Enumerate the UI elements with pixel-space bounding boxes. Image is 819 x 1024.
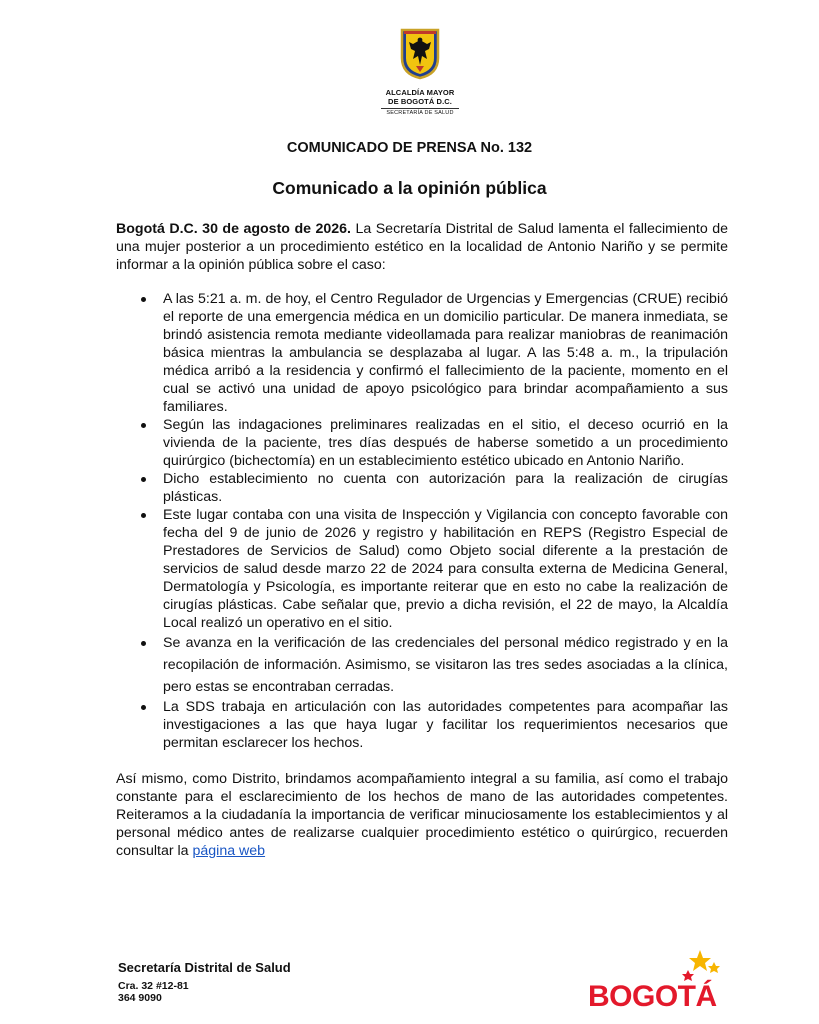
list-item: [116, 632, 728, 698]
logo-line-alcaldia: ALCALDÍA MAYOR: [385, 88, 455, 97]
bullet-icon: [141, 477, 146, 482]
bullet-list: [116, 290, 728, 752]
list-item: [116, 698, 728, 752]
bullet-icon: [141, 641, 146, 646]
list-item: [116, 416, 728, 470]
footer-address: Cra. 32 #12-81: [118, 980, 189, 992]
list-item-text: A las 5:21 a. m. de hoy, el Centro Regulador de Urgencias y Emergencias (CRUE) recibió el reporte de una emergencia médica en un domicilio particular. De manera inmediata, se brindó asistencia remota mediante videollamada para realizar maniobras de reanimación básica mientras la ambulancia se desplazaba al lugar. A las 5:48 a. m., la tripulación médica arribó a la residencia y confirmó el fallecimiento de la paciente, momento en el cual se activó una unidad de apoyo psicológico para brindar acompañamiento a sus familiares.: [163, 291, 728, 415]
bullet-icon: [141, 705, 146, 710]
logo-line-secretaria: SECRETARÍA DE SALUD: [386, 110, 454, 116]
list-item: [116, 506, 728, 632]
logo-divider: [381, 108, 459, 109]
intro-paragraph: [116, 220, 728, 274]
star-icon: [682, 950, 720, 981]
document-heading: Comunicado a la opinión pública: [272, 178, 547, 198]
bullet-icon: [141, 513, 146, 518]
bullet-icon: [141, 423, 146, 428]
intro-dateline: Bogotá D.C. 30 de agosto de 2026.: [116, 221, 351, 237]
press-release-number: COMUNICADO DE PRENSA No. 132: [286, 140, 533, 156]
closing-text: Así mismo, como Distrito, brindamos acompañamiento integral a su familia, así como el trabajo constante para el esclarecimiento de los hechos de mano de las autoridades competentes. Reiteramos a la ciudadanía la importancia de verificar minuciosamente los establecimientos y al personal médico antes de realizarse cualquier procedimiento estético o quirúrgico, recuerden consultar la: [116, 771, 728, 859]
footer-phone: 364 9090: [118, 992, 162, 1004]
list-item: [116, 470, 728, 506]
list-item-text: Según las indagaciones preliminares realizadas en el sitio, el deceso ocurrió en la vivienda de la paciente, tres días después de haberse sometido a un procedimiento quirúrgico (bichectomía) en un establecimiento estético ubicado en Antonio Nariño.: [163, 417, 728, 469]
list-item-text: Este lugar contaba con una visita de Inspección y Vigilancia con concepto favorable con fecha del 9 de junio de 2026 y registro y habilitación en REPS (Registro Especial de Prestadores de Servicios de Salud) como Objeto social diferente a la prestación de servicios de salud desde marzo 22 de 2024 para consulta externa de Medicina General, Dermatología y Psicología, es importante reiterar que en esto no cabe la realización de cirugías plásticas. Cabe señalar que, previo a dicha revisión, el 22 de mayo, la Alcaldía Local realizó un operativo en el sitio.: [163, 507, 728, 631]
list-item-text: Dicho establecimiento no cuenta con autorización para la realización de cirugías plásticas.: [163, 471, 728, 505]
footer-contact: [118, 960, 291, 1004]
list-item-text: La SDS trabaja en articulación con las autoridades competentes para acompañar las investigaciones a las que haya lugar y facilitar los requerimientos necesarios que permitan esclarecer los hechos.: [163, 699, 728, 751]
web-page-link[interactable]: página web: [192, 843, 266, 859]
bullet-icon: [141, 297, 146, 302]
alcaldia-logo: [370, 28, 470, 117]
list-item: [116, 290, 728, 416]
footer-org-name: Secretaría Distrital de Salud: [118, 960, 291, 975]
intro-text: La Secretaría Distrital de Salud lamenta el fallecimiento de una mujer posterior a un procedimiento estético en la localidad de Antonio Nariño y se permite informar a la opinión pública sobre el caso:: [116, 221, 728, 273]
closing-paragraph: [116, 770, 728, 860]
list-item-text: Se avanza en la verificación de las credenciales del personal médico registrado y en la recopilación de información. Asimismo, se visitaron las tres sedes asociadas a la clínica, pero estas se encontraban cerradas.: [163, 635, 728, 695]
bogota-wordmark: BOGOTÁ: [588, 980, 717, 1013]
document-body: [116, 220, 728, 874]
bogota-coat-of-arms-icon: [400, 28, 440, 80]
bogota-logo: [588, 948, 728, 1014]
logo-line-bogota: DE BOGOTÁ D.C.: [388, 97, 452, 106]
